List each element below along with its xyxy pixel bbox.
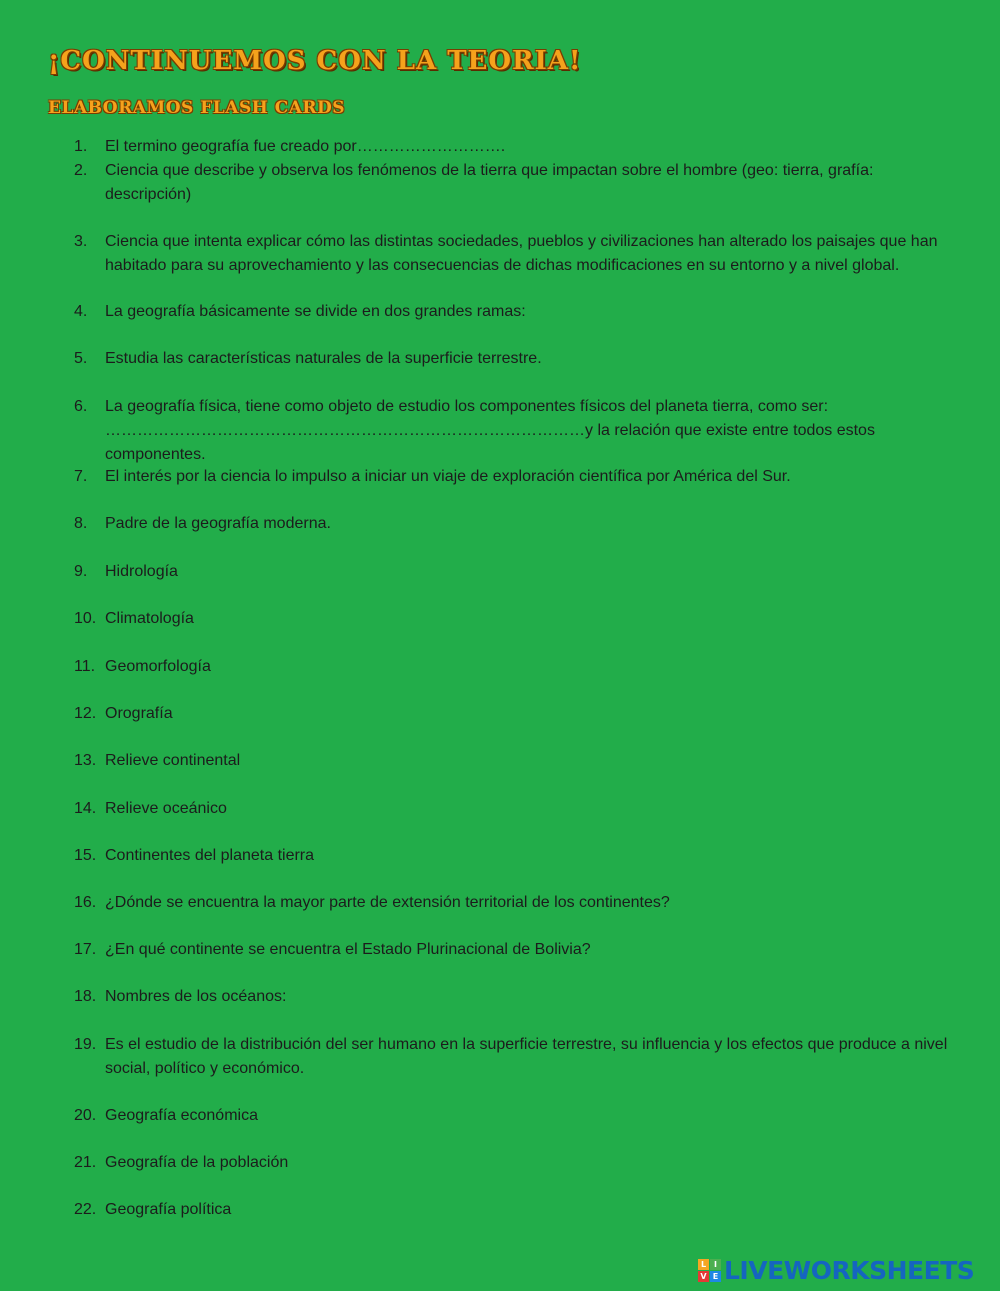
question-text: ¿En qué continente se encuentra el Estado Plurinacional de Bolivia? [105, 941, 591, 958]
question-item [74, 560, 954, 584]
logo-icon [698, 1259, 721, 1282]
question-text: Geografía de la población [105, 1154, 289, 1171]
question-item [74, 159, 954, 207]
page-title: ¡CONTINUEMOS CON LA TEORIA! [48, 46, 582, 76]
question-item [74, 797, 954, 821]
question-item [74, 465, 954, 489]
liveworksheets-logo[interactable] [698, 1256, 974, 1285]
question-number: 14. [74, 800, 97, 817]
question-number: 21. [74, 1154, 97, 1171]
question-text: Es el estudio de la distribución del ser humano en la superficie terrestre, su influencia y los efectos que produce a nivel social, político y económico. [105, 1036, 948, 1077]
question-text: Nombres de los océanos: [105, 988, 287, 1005]
question-text: Ciencia que intenta explicar cómo las distintas sociedades, pueblos y civilizaciones han alterado los paisajes que han habitado para su aprovechamiento y las consecuencias de dichas modificaciones en su entorno y a nivel global. [105, 233, 938, 274]
question-number: 11. [74, 658, 96, 675]
question-item [74, 702, 954, 726]
question-item [74, 607, 954, 631]
question-item [74, 985, 954, 1009]
question-text: El interés por la ciencia lo impulso a iniciar un viaje de exploración científica por América del Sur. [105, 468, 791, 485]
question-text: Geografía política [105, 1201, 232, 1218]
question-text: Relieve continental [105, 752, 241, 769]
question-text: El termino geografía fue creado por………………………. [105, 138, 506, 155]
question-number: 16. [74, 894, 97, 911]
question-text: Estudia las características naturales de la superficie terrestre. [105, 350, 542, 367]
question-number: 22. [74, 1201, 97, 1218]
question-number: 3. [74, 233, 88, 250]
question-item [74, 1198, 954, 1222]
logo-text: LIVEWORKSHEETS [724, 1256, 975, 1285]
question-text: ¿Dónde se encuentra la mayor parte de extensión territorial de los continentes? [105, 894, 670, 911]
question-number: 18. [74, 988, 97, 1005]
logo-block-e: E [710, 1271, 721, 1282]
question-text: Climatología [105, 610, 194, 627]
question-text: Relieve oceánico [105, 800, 227, 817]
logo-block-i: I [710, 1259, 721, 1270]
question-number: 8. [74, 515, 88, 532]
question-text: Ciencia que describe y observa los fenómenos de la tierra que impactan sobre el hombre (geo: tierra, grafía: descripción) [105, 162, 874, 203]
question-item [74, 512, 954, 536]
question-text: Orografía [105, 705, 173, 722]
logo-block-v: V [698, 1271, 709, 1282]
question-text: La geografía física, tiene como objeto de estudio los componentes físicos del planeta tierra, como ser: ………………………………………………………………………………y la relación que existe entre todos estos componentes. [105, 398, 875, 463]
question-item [74, 938, 954, 962]
question-item [74, 844, 954, 868]
question-number: 1. [74, 138, 88, 155]
question-number: 2. [74, 162, 88, 179]
question-item [74, 135, 954, 159]
question-number: 4. [74, 303, 88, 320]
question-number: 12. [74, 705, 97, 722]
question-text: Geografía económica [105, 1107, 258, 1124]
question-item [74, 891, 954, 915]
question-item [74, 395, 954, 467]
question-text: Geomorfología [105, 658, 211, 675]
question-item [74, 655, 954, 679]
question-item [74, 749, 954, 773]
question-text: Padre de la geografía moderna. [105, 515, 331, 532]
question-number: 7. [74, 468, 88, 485]
question-number: 20. [74, 1107, 97, 1124]
section-subtitle: ELABORAMOS FLASH CARDS [48, 98, 346, 118]
question-number: 5. [74, 350, 88, 367]
question-number: 13. [74, 752, 97, 769]
question-number: 17. [74, 941, 97, 958]
question-number: 9. [74, 563, 88, 580]
question-number: 6. [74, 398, 88, 415]
question-text: La geografía básicamente se divide en dos grandes ramas: [105, 303, 526, 320]
question-item [74, 1104, 954, 1128]
question-number: 10. [74, 610, 97, 627]
logo-block-l: L [698, 1259, 709, 1270]
question-number: 15. [74, 847, 97, 864]
question-text: Hidrología [105, 563, 178, 580]
question-number: 19. [74, 1036, 97, 1053]
question-item [74, 1151, 954, 1175]
question-item [74, 347, 954, 371]
question-item [74, 1033, 954, 1081]
question-item [74, 230, 954, 278]
question-text: Continentes del planeta tierra [105, 847, 315, 864]
question-item [74, 300, 954, 324]
